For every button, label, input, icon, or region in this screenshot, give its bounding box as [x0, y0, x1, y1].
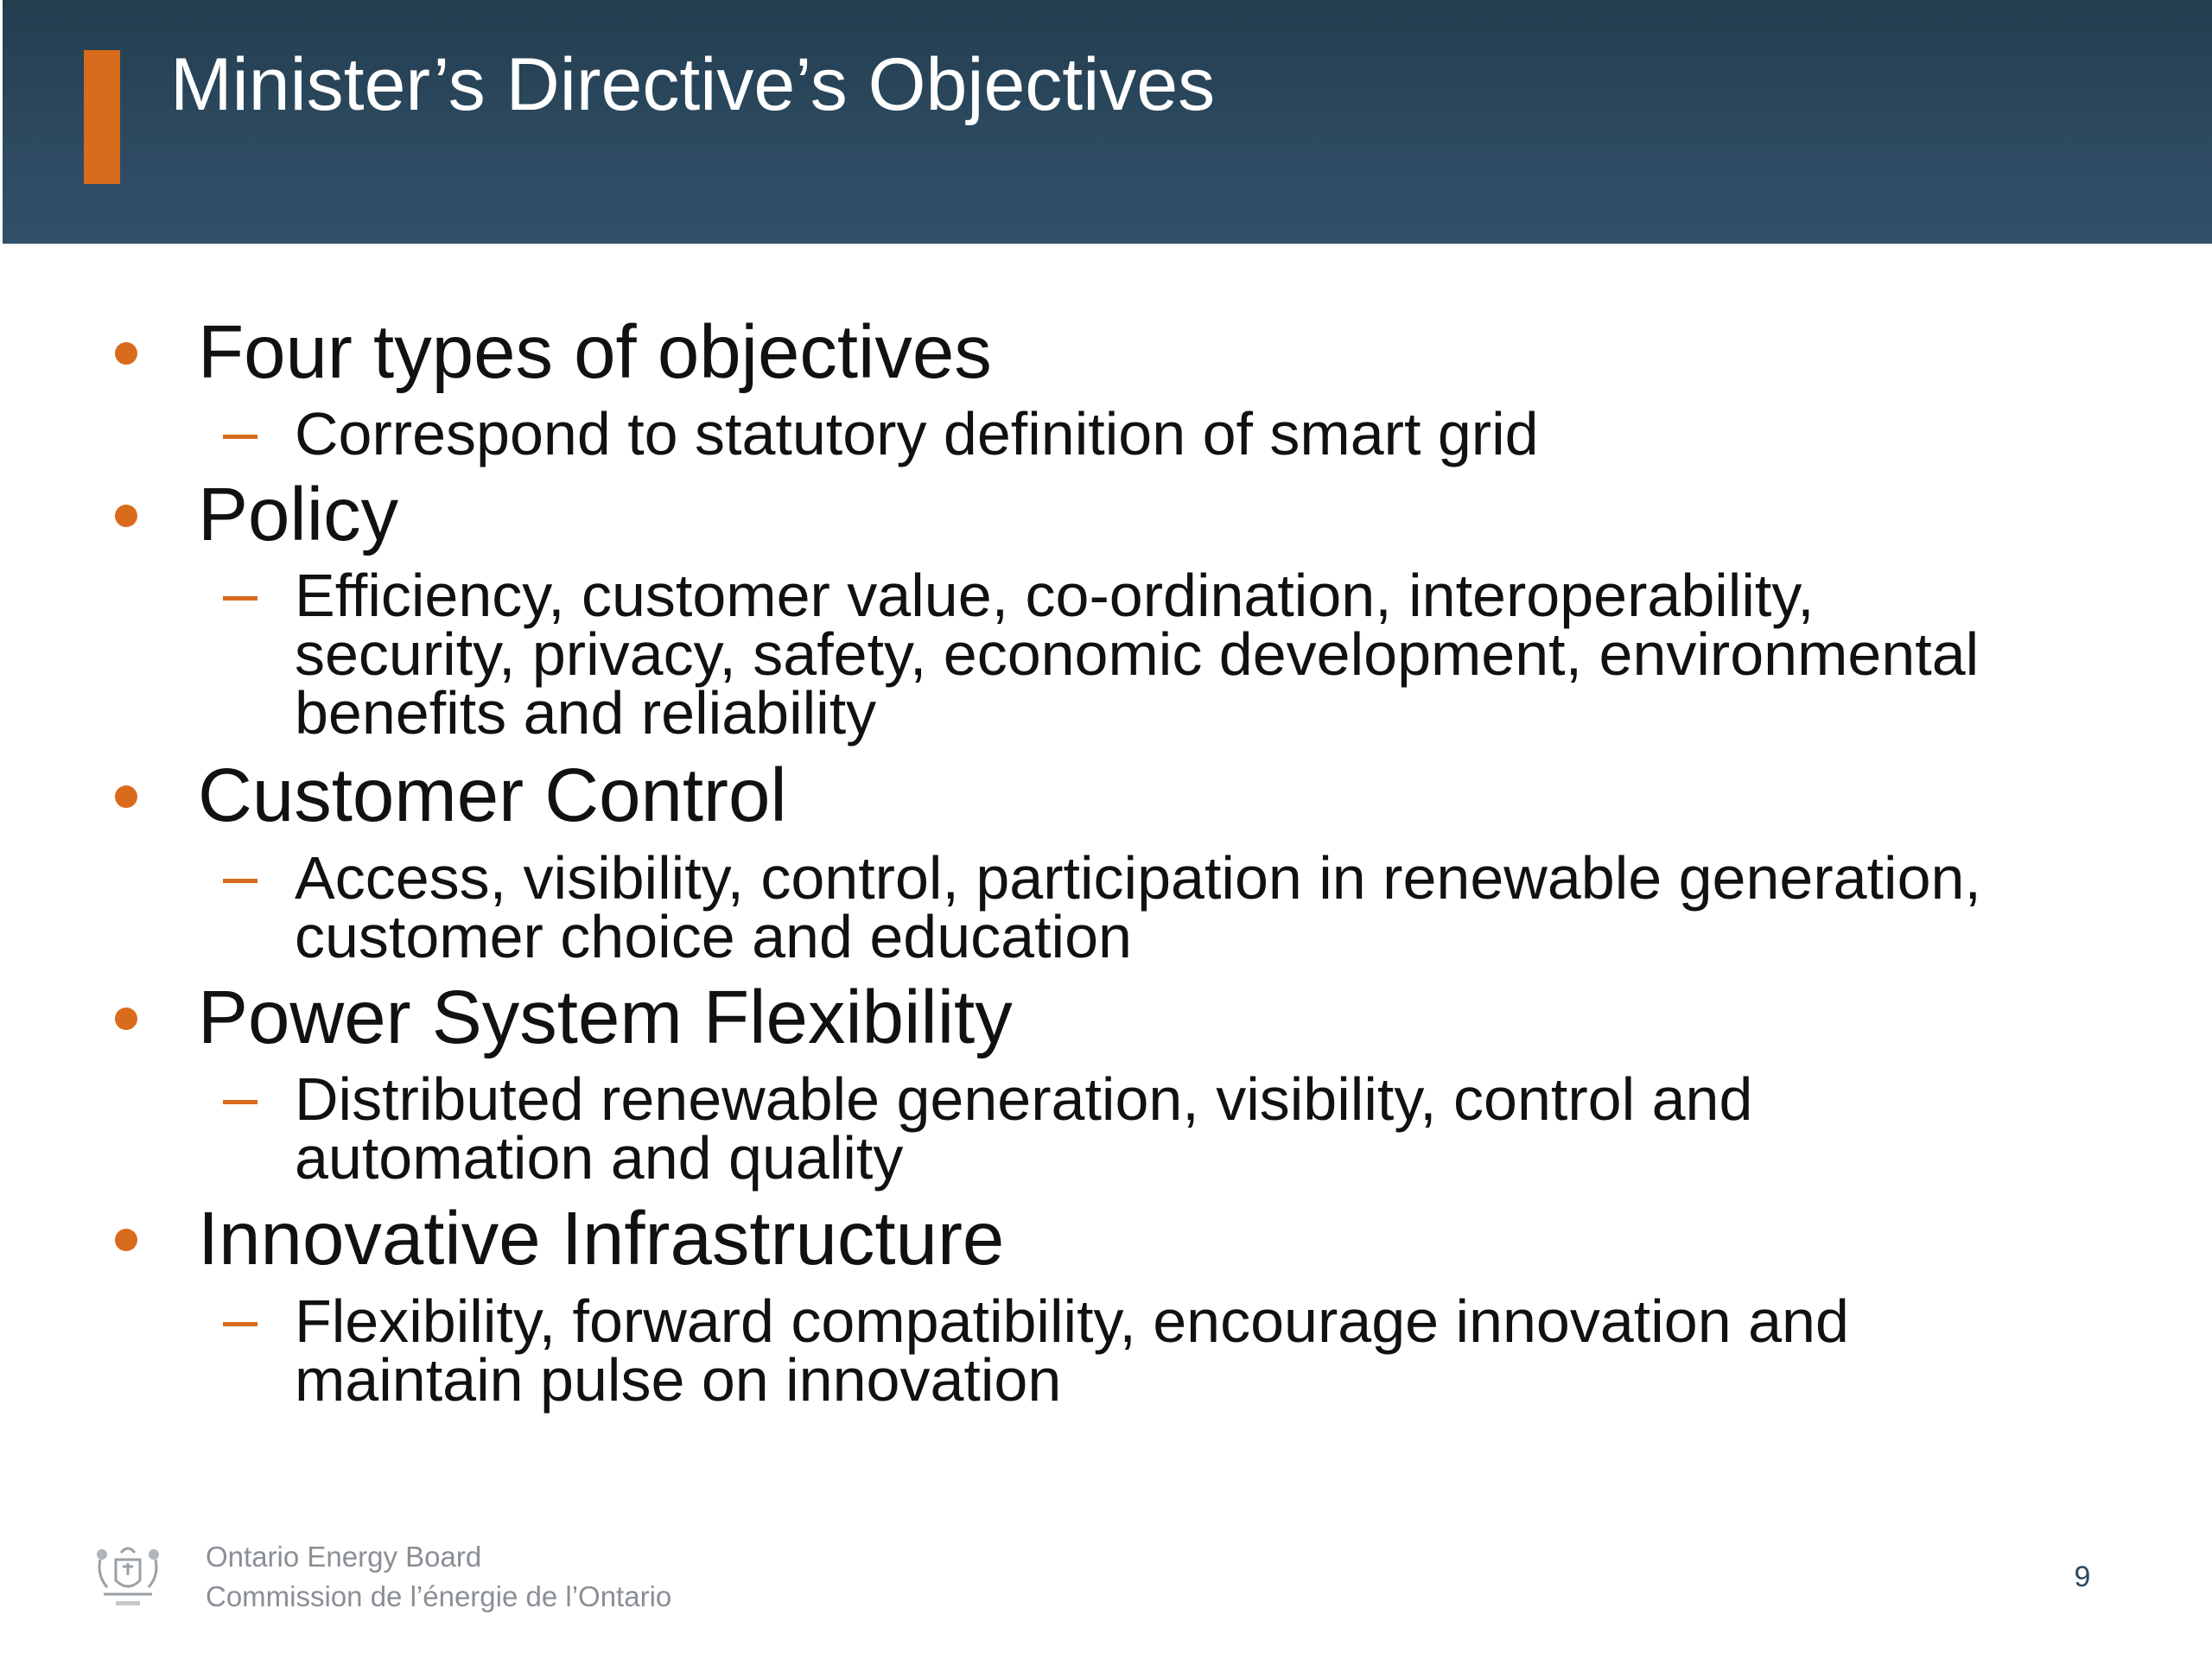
title-accent-bar [84, 50, 120, 184]
sub-bullet-line: automation and quality [295, 1124, 904, 1192]
bullet-heading: Innovative Infrastructure [198, 1197, 1005, 1281]
sub-bullet-line: benefits and reliability [295, 679, 877, 747]
bullet-heading: Policy [198, 473, 399, 556]
sub-bullet-dash [223, 596, 257, 601]
sub-bullet-text [295, 400, 2066, 467]
sub-bullet-text [295, 844, 2066, 970]
sub-bullet-line: customer choice and education [295, 903, 1132, 970]
sub-bullet-dash [223, 435, 257, 439]
ontario-coat-of-arms-icon [90, 1534, 166, 1613]
sub-bullet-dash [223, 879, 257, 883]
sub-bullet-line: Efficiency, customer value, co-ordination, interoperability, [295, 562, 1815, 629]
sub-bullet-line: Correspond to statutory definition of smart grid [295, 400, 1539, 467]
bullet-heading: Power System Flexibility [198, 976, 1013, 1059]
bullet-heading: Four types of objectives [198, 310, 992, 394]
bullet-marker [115, 1229, 137, 1251]
sub-bullet-text [295, 1065, 2066, 1192]
sub-bullet-text [295, 562, 2066, 747]
org-name-french: Commission de l’énergie de l’Ontario [206, 1580, 672, 1612]
sub-bullet-line: security, privacy, safety, economic development, environmental [295, 620, 1980, 688]
sub-bullet-text [295, 1287, 2066, 1414]
sub-bullet-dash [223, 1322, 257, 1326]
sub-bullet-line: Flexibility, forward compatibility, encourage innovation and [295, 1287, 1849, 1355]
page-number: 9 [2074, 1560, 2091, 1593]
bullet-marker [115, 785, 137, 808]
sub-bullet-line: Distributed renewable generation, visibility, control and [295, 1065, 1753, 1133]
org-name-english: Ontario Energy Board [206, 1541, 482, 1573]
bullet-heading: Customer Control [198, 753, 787, 837]
slide-title: Minister’s Directive’s Objectives [170, 43, 1216, 126]
bullet-marker [115, 1007, 137, 1030]
sub-bullet-line: maintain pulse on innovation [295, 1346, 1062, 1414]
bullet-marker [115, 505, 137, 527]
bullet-marker [115, 342, 137, 365]
sub-bullet-line: Access, visibility, control, participation in renewable generation, [295, 844, 1981, 912]
sub-bullet-dash [223, 1100, 257, 1104]
